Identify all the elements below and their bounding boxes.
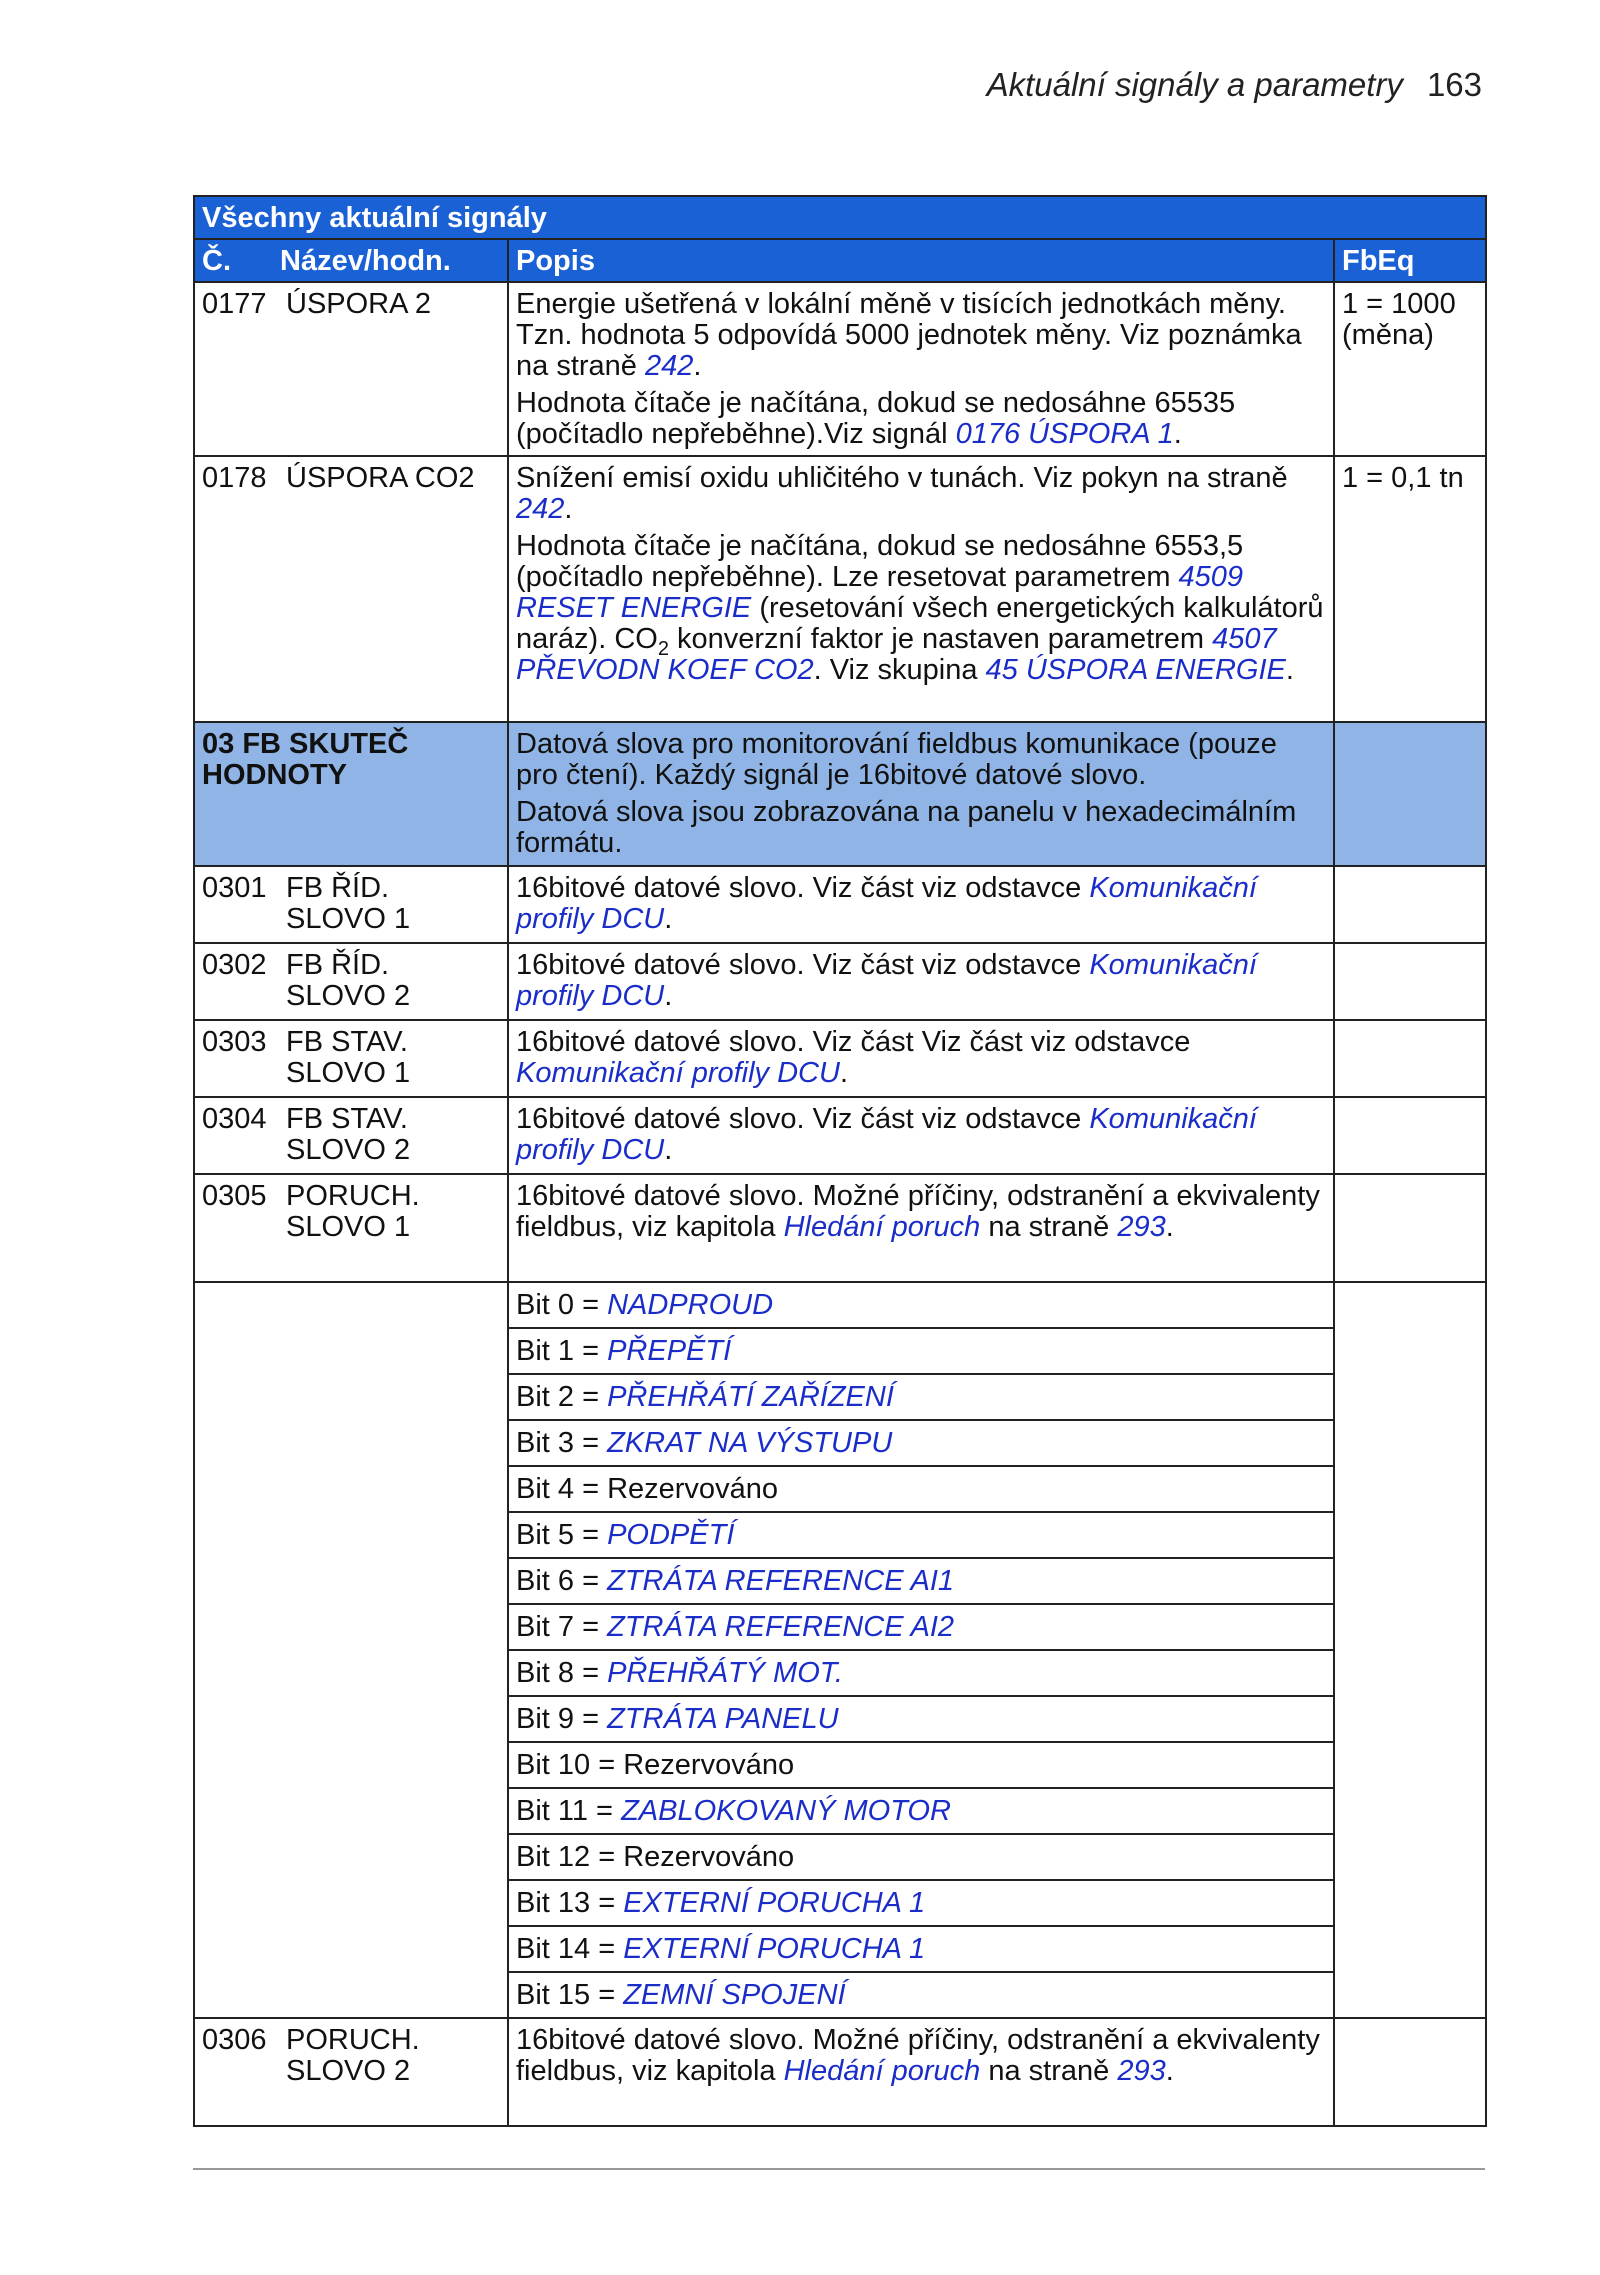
bit-item xyxy=(509,1835,1333,1881)
table-row xyxy=(194,2018,1486,2126)
signal-name: ÚSPORA 2 xyxy=(286,288,432,320)
desc-text: Snížení emisí oxidu uhličitého v tunách. Viz pokyn na straně xyxy=(516,462,1288,494)
signal-fbeq xyxy=(1334,943,1486,1020)
desc-text: 16bitové datové slovo. Možné příčiny, odstranění a ekvivalenty fieldbus, viz kapitola xyxy=(516,2024,1320,2087)
fault-link[interactable]: ZKRAT NA VÝSTUPU xyxy=(607,1427,893,1459)
desc-text: (resetování všech energetických kalkulátorů naráz). CO xyxy=(516,592,1324,655)
col-fbeq: FbEq xyxy=(1334,239,1486,282)
bit-label: Bit 4 = xyxy=(516,1473,608,1505)
signal-fbeq: 1 = 1000 (měna) xyxy=(1334,282,1486,456)
fault-link[interactable]: ZABLOKOVANÝ MOTOR xyxy=(621,1795,951,1827)
desc-text: 16bitové datové slovo. Viz část viz odstavce xyxy=(516,872,1090,904)
bits-row xyxy=(194,1282,1486,2018)
signal-link[interactable]: 0176 ÚSPORA 1 xyxy=(955,418,1174,450)
bit-item xyxy=(509,1559,1333,1605)
signal-code: 0304 xyxy=(202,1103,267,1135)
desc-text: 16bitové datové slovo. Viz část viz odstavce xyxy=(516,949,1090,981)
desc-text: . xyxy=(693,350,702,382)
bit-label: Bit 5 = xyxy=(516,1519,608,1551)
signal-desc xyxy=(508,456,1334,722)
group-name: 03 FB SKUTEČ HODNOTY xyxy=(194,722,508,866)
fault-link[interactable]: ZTRÁTA REFERENCE AI1 xyxy=(607,1565,955,1597)
desc-text: na straně xyxy=(980,1211,1118,1243)
table-row xyxy=(194,282,1486,456)
signal-desc xyxy=(508,1097,1334,1174)
signal-fbeq xyxy=(1334,1020,1486,1097)
desc-text: Hodnota čítače je načítána, dokud se nedosáhne 65535 (počítadlo nepřeběhne).Viz signál xyxy=(516,387,1236,450)
desc-text: Datová slova jsou zobrazována na panelu v hexadecimálním formátu. xyxy=(516,796,1297,859)
bit-item xyxy=(509,1881,1333,1927)
signal-name: FB ŘÍD. SLOVO 1 xyxy=(286,872,411,935)
page-link[interactable]: 293 xyxy=(1117,1211,1166,1243)
signal-name: FB STAV. SLOVO 2 xyxy=(286,1103,411,1166)
table-row xyxy=(194,943,1486,1020)
signal-fbeq xyxy=(1334,1174,1486,1282)
page-link[interactable]: 293 xyxy=(1117,2055,1166,2087)
bit-item xyxy=(509,1605,1333,1651)
desc-text: . xyxy=(664,980,673,1012)
desc-text: . xyxy=(1285,654,1294,686)
desc-text: . xyxy=(1165,2055,1174,2087)
header-title: Aktuální signály a parametry xyxy=(986,66,1403,103)
signal-id xyxy=(194,1097,508,1174)
bit-label: Bit 0 = xyxy=(516,1289,608,1321)
signal-name: FB STAV. SLOVO 1 xyxy=(286,1026,411,1089)
desc-text: . Viz skupina xyxy=(813,654,986,686)
fault-link[interactable]: NADPROUD xyxy=(607,1289,774,1321)
signal-fbeq xyxy=(1334,1097,1486,1174)
subscript: 2 xyxy=(657,637,669,660)
desc-text: 16bitové datové slovo. Možné příčiny, odstranění a ekvivalenty fieldbus, viz kapitola xyxy=(516,1180,1320,1243)
bit-label: Bit 6 = xyxy=(516,1565,608,1597)
group-fbeq xyxy=(1334,722,1486,866)
fault-link[interactable]: PODPĚTÍ xyxy=(607,1519,735,1551)
col-no: Č. xyxy=(202,245,231,277)
bit-label: Bit 9 = xyxy=(516,1703,608,1735)
fault-link[interactable]: ZEMNÍ SPOJENÍ xyxy=(623,1979,846,2011)
signal-fbeq: 1 = 0,1 tn xyxy=(1334,456,1486,722)
param-link[interactable]: 4509 RESET ENERGIE xyxy=(516,561,1244,624)
bit-label: Bit 7 = xyxy=(516,1611,608,1643)
signal-code: 0302 xyxy=(202,949,267,981)
desc-text: 16bitové datové slovo. Viz část viz odstavce xyxy=(516,1103,1090,1135)
col-desc: Popis xyxy=(508,239,1334,282)
fault-link[interactable]: ZTRÁTA REFERENCE AI2 xyxy=(607,1611,955,1643)
desc-text: na straně xyxy=(980,2055,1118,2087)
bit-label: Bit 1 = xyxy=(516,1335,608,1367)
col-name: Název/hodn. xyxy=(280,245,451,277)
bit-item xyxy=(509,1283,1333,1329)
desc-text: . xyxy=(1173,418,1182,450)
fault-link[interactable]: PŘEHŘÁTÍ ZAŘÍZENÍ xyxy=(607,1381,894,1413)
table-row xyxy=(194,866,1486,943)
bit-item xyxy=(509,1789,1333,1835)
page-header xyxy=(987,66,1482,104)
signal-desc xyxy=(508,866,1334,943)
table-title: Všechny aktuální signály xyxy=(194,196,1486,239)
signal-code: 0177 xyxy=(202,288,267,320)
table-row xyxy=(194,1097,1486,1174)
bit-item xyxy=(509,1651,1333,1697)
chapter-link[interactable]: Hledání poruch xyxy=(783,1211,981,1243)
group-desc xyxy=(508,722,1334,866)
desc-text: Datová slova pro monitorování fieldbus komunikace (pouze pro čtení). Každý signál je 16bitové datové slovo. xyxy=(516,728,1277,791)
signal-id xyxy=(194,282,508,456)
profile-link[interactable]: Komunikační profily DCU xyxy=(516,1057,840,1089)
signal-name: PORUCH. SLOVO 2 xyxy=(286,2024,420,2087)
signal-code: 0301 xyxy=(202,872,267,904)
signal-id xyxy=(194,943,508,1020)
desc-text: konverzní faktor je nastaven parametrem xyxy=(668,623,1213,655)
desc-text: 16bitové datové slovo. Viz část Viz část viz odstavce xyxy=(516,1026,1191,1058)
footer-rule xyxy=(193,2168,1485,2170)
signal-code: 0306 xyxy=(202,2024,267,2056)
signals-table xyxy=(193,195,1487,2127)
bits-fbeq-cell xyxy=(1334,1282,1486,2018)
fault-link[interactable]: ZTRÁTA PANELU xyxy=(607,1703,839,1735)
page-link[interactable]: 242 xyxy=(516,493,565,525)
bit-label: Bit 14 = xyxy=(516,1933,624,1965)
bit-value: Rezervováno xyxy=(623,1749,795,1781)
signal-desc xyxy=(508,943,1334,1020)
bit-label: Bit 15 = xyxy=(516,1979,624,2011)
bits-list xyxy=(508,1282,1334,2018)
signal-name: ÚSPORA CO2 xyxy=(286,462,475,494)
fault-link[interactable]: PŘEPĚTÍ xyxy=(607,1335,732,1367)
signal-desc xyxy=(508,282,1334,456)
bits-empty-cell xyxy=(194,1282,508,2018)
profile-link[interactable]: Komunikační profily DCU xyxy=(516,872,1257,935)
signal-code: 0178 xyxy=(202,462,267,494)
signal-id xyxy=(194,1174,508,1282)
group-link[interactable]: 45 ÚSPORA ENERGIE xyxy=(985,654,1286,686)
bit-item xyxy=(509,1375,1333,1421)
signal-id xyxy=(194,2018,508,2126)
fault-link[interactable]: EXTERNÍ PORUCHA 1 xyxy=(623,1887,926,1919)
signal-fbeq xyxy=(1334,866,1486,943)
param-link[interactable]: 4507 PŘEVODN KOEF CO2 xyxy=(516,623,1277,686)
desc-text: Hodnota čítače je načítána, dokud se nedosáhne 6553,5 (počítadlo nepřeběhne). Lze resetovat parametrem xyxy=(516,530,1244,593)
signal-fbeq xyxy=(1334,2018,1486,2126)
desc-text: . xyxy=(664,1134,673,1166)
desc-text: . xyxy=(839,1057,849,1089)
bit-label: Bit 3 = xyxy=(516,1427,608,1459)
desc-text: . xyxy=(564,493,573,525)
signal-desc xyxy=(508,2018,1334,2126)
bit-item xyxy=(509,1467,1333,1513)
bit-item xyxy=(509,1329,1333,1375)
profile-link[interactable]: Komunikační profily DCU xyxy=(516,949,1257,1012)
col-header-no-name xyxy=(194,239,508,282)
fault-link[interactable]: PŘEHŘÁTÝ MOT. xyxy=(607,1657,843,1689)
signal-desc xyxy=(508,1020,1334,1097)
fault-link[interactable]: EXTERNÍ PORUCHA 1 xyxy=(623,1933,926,1965)
signal-code: 0305 xyxy=(202,1180,267,1212)
bit-item xyxy=(509,1513,1333,1559)
chapter-link[interactable]: Hledání poruch xyxy=(783,2055,981,2087)
signal-code: 0303 xyxy=(202,1026,267,1058)
signal-name: FB ŘÍD. SLOVO 2 xyxy=(286,949,411,1012)
desc-text: . xyxy=(1165,1211,1174,1243)
bit-label: Bit 2 = xyxy=(516,1381,608,1413)
bit-item xyxy=(509,1743,1333,1789)
bit-item xyxy=(509,1421,1333,1467)
bit-label: Bit 11 = xyxy=(516,1795,622,1827)
signal-id xyxy=(194,456,508,722)
desc-text: . xyxy=(664,903,673,935)
group-row xyxy=(194,722,1486,866)
bit-item xyxy=(509,1973,1333,2017)
page-number: 163 xyxy=(1426,66,1482,103)
desc-text: Energie ušetřená v lokální měně v tisících jednotkách měny. Tzn. hodnota 5 odpovídá 5000 jednotek měny. Viz poznámka na straně xyxy=(516,288,1302,382)
table-header-row xyxy=(194,239,1486,282)
table-row xyxy=(194,1174,1486,1282)
bit-label: Bit 10 = xyxy=(516,1749,624,1781)
bit-value: Rezervováno xyxy=(623,1841,795,1873)
signal-id xyxy=(194,1020,508,1097)
signal-desc xyxy=(508,1174,1334,1282)
bit-label: Bit 12 = xyxy=(516,1841,624,1873)
profile-link[interactable]: Komunikační profily DCU xyxy=(516,1103,1257,1166)
table-row xyxy=(194,1020,1486,1097)
table-row xyxy=(194,456,1486,722)
bit-value: Rezervováno xyxy=(607,1473,778,1505)
bit-item xyxy=(509,1927,1333,1973)
table-title-row xyxy=(194,196,1486,239)
bit-item xyxy=(509,1697,1333,1743)
bit-label: Bit 13 = xyxy=(516,1887,624,1919)
signal-name: PORUCH. SLOVO 1 xyxy=(286,1180,420,1243)
page-link[interactable]: 242 xyxy=(644,350,694,382)
bit-label: Bit 8 = xyxy=(516,1657,608,1689)
signal-id xyxy=(194,866,508,943)
